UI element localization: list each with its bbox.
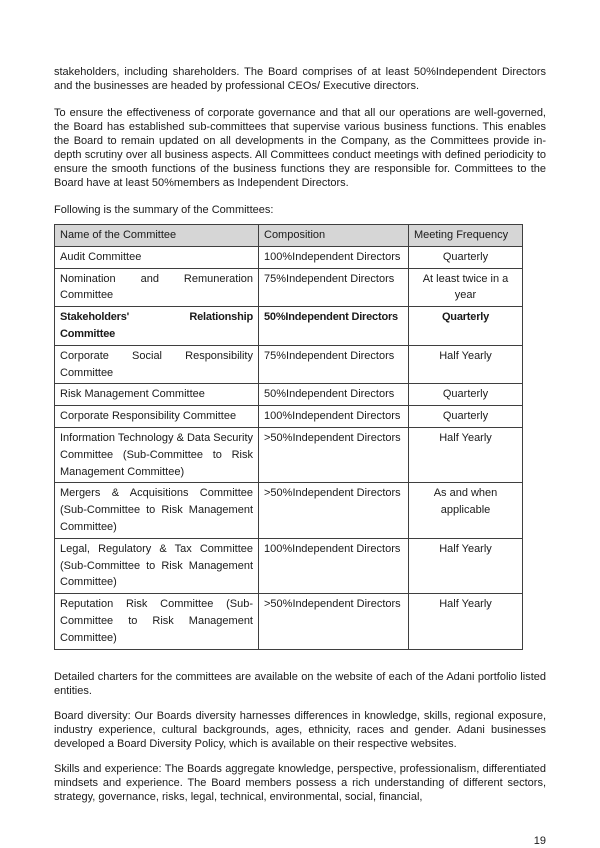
frequency-cell: Quarterly [409,406,523,428]
composition-cell: 100%Independent Directors [259,538,409,593]
table-row [55,538,523,593]
frequency-cell: Quarterly [409,307,523,346]
composition-cell: >50%Independent Directors [259,427,409,482]
table-row [55,307,523,346]
committee-name-cell: Risk Management Committee [55,384,259,406]
committee-name-cell: Information Technology & Data Security Committee (Sub-Committee to Risk Management Committee) [55,427,259,482]
table-row [55,427,523,482]
committee-name-cell: Audit Committee [55,246,259,268]
frequency-cell: Quarterly [409,384,523,406]
table-row [55,345,523,384]
table-row [55,406,523,428]
composition-cell: 50%Independent Directors [259,307,409,346]
page-number: 19 [533,834,546,847]
column-header-name: Name of the Committee [55,225,259,247]
composition-cell: 75%Independent Directors [259,268,409,307]
column-header-composition: Composition [259,225,409,247]
composition-cell: >50%Independent Directors [259,594,409,649]
table-intro-line: Following is the summary of the Committees: [54,204,274,216]
table-row [55,268,523,307]
frequency-cell: At least twice in a year [409,268,523,307]
committee-name-cell: Nomination and Remuneration Committee [55,268,259,307]
board-diversity-paragraph: Board diversity: Our Boards diversity harnesses differences in knowledge, skills, regional exposure, industry experience, cultural backgrounds, ages, ethnicity, races and gender. Adani businesses developed a Board Diversity Policy, which is available on their respective websites. [54,709,546,750]
closing-paragraphs [54,670,546,804]
committee-name-cell: Legal, Regulatory & Tax Committee (Sub-Committee to Risk Management Committee) [55,538,259,593]
composition-cell: 75%Independent Directors [259,345,409,384]
table-row [55,594,523,649]
intro-paragraph-2: To ensure the effectiveness of corporate governance and that all our operations are well-governed, the Board has established sub-committees that supervise various business functions. This enables the Board to remain updated on all developments in the Company, as the Committees provide in-depth scrutiny over all business aspects. All Committees conduct meetings with defined periodicity to ensure the smooth functions of the business functions they are responsible for. Committees to the Board have at least 50%members as Independent Directors. [54,107,546,189]
frequency-cell: Half Yearly [409,538,523,593]
committee-name-cell: Stakeholders' Relationship Committee [55,307,259,346]
composition-cell: 50%Independent Directors [259,384,409,406]
composition-cell: 100%Independent Directors [259,406,409,428]
frequency-cell: As and when applicable [409,483,523,538]
committee-name-cell: Corporate Responsibility Committee [55,406,259,428]
committee-name-cell: Corporate Social Responsibility Committee [55,345,259,384]
skills-experience-paragraph: Skills and experience: The Boards aggregate knowledge, perspective, professionalism, differentiated mindsets and experience. The Board members possess a rich understanding of different sectors, strategy, governance, risks, legal, technical, environmental, social, financial, [54,762,546,803]
composition-cell: >50%Independent Directors [259,483,409,538]
frequency-cell: Half Yearly [409,594,523,649]
charters-paragraph: Detailed charters for the committees are available on the website of each of the Adani portfolio listed entities. [54,670,546,697]
table-row [55,384,523,406]
composition-cell: 100%Independent Directors [259,246,409,268]
frequency-cell: Quarterly [409,246,523,268]
table-row [55,246,523,268]
table-row [55,483,523,538]
committee-name-cell: Mergers & Acquisitions Committee (Sub-Committee to Risk Management Committee) [55,483,259,538]
committee-name-cell: Reputation Risk Committee (Sub-Committee to Risk Management Committee) [55,594,259,649]
frequency-cell: Half Yearly [409,427,523,482]
table-header-row [55,225,523,247]
committee-summary-table [54,224,523,650]
column-header-frequency: Meeting Frequency [409,225,523,247]
intro-paragraph-1: stakeholders, including shareholders. The Board comprises of at least 50%Independent Directors and the businesses are headed by professional CEOs/ Executive directors. [54,66,546,92]
frequency-cell: Half Yearly [409,345,523,384]
